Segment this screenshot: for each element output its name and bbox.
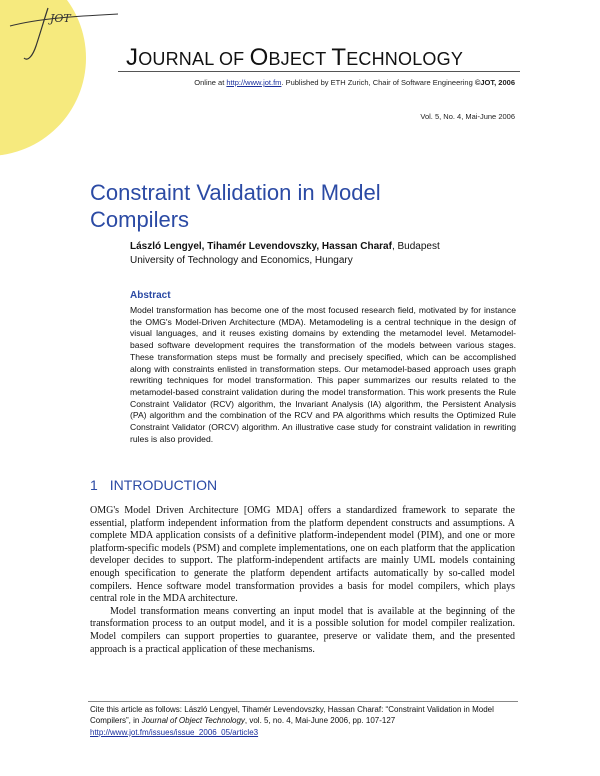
- header-rule: [118, 71, 520, 72]
- journal-title: JOURNAL OF OBJECT TECHNOLOGY: [126, 44, 464, 71]
- author-location: , Budapest: [391, 241, 440, 252]
- abstract-heading: Abstract: [130, 290, 171, 301]
- section-number: 1: [90, 477, 98, 493]
- jot-logo: [0, 0, 120, 80]
- citation-rule: [88, 701, 518, 702]
- author-affiliation: University of Technology and Economics, Hungary: [130, 255, 353, 266]
- author-names: László Lengyel, Tihamér Levendovszky, Hassan Charaf: [130, 241, 392, 252]
- authors-block: [130, 240, 510, 268]
- abstract-text: Model transformation has become one of the most focused research field, motivated by for instance the OMG's Model-Driven Architecture (MDA). Metamodeling is a central technique in the design of visual languages, and it reuses existing domains by extending the metamodel level. Metamodel-based software development requires the transformation of the models between various stages. These transformation steps must be formally and precisely specified, which can be accomplished along with constraints enlisted in transformation steps. Our metamodel-based approach uses graph rewriting techniques for model transformation. This paper summarizes our results related to the metamodel-based constraint validation during the model transformation. This work presents the Rule Constraint Validator (RCV) algorithm, the Invariant Analysis (IA) algorithm, the Persistent Analysis (PA) algorithm and the combination of the RCV and PA algorithms which results the Optimized Rule Constraint Validator (ORCV) algorithm. An illustrative case study for constraint validation in rewriting rules is also provided.: [130, 305, 516, 444]
- paragraph-1: OMG's Model Driven Architecture [OMG MDA] offers a standardized framework to separate the essential, platform independent information from the platform dependent constructs and assumptions. A complete MDA application consists of a definitive platform-independent model (PIM), and one or more platform-specific models (PSM) and complete implementations, one on each platform that the application developer decides to support. The platform-independent artifacts are mainly UML models containing enough specification to generate the platform dependent artifacts automatically by so-called model compilers. Hence software model transformation provides a basis for model compilers, which plays central role in the MDA architecture.: [90, 505, 515, 605]
- citation-url-link[interactable]: http://www.jot.fm/issues/issue_2006_05/article3: [90, 727, 259, 737]
- journal-publication-line: Online at http://www.jot.fm. Published by ETH Zurich, Chair of Software Engineering ©JOT, 2006: [194, 78, 515, 87]
- paper-title: Constraint Validation in Model Compilers: [90, 179, 381, 232]
- journal-url-link[interactable]: http://www.jot.fm: [226, 78, 282, 87]
- section-heading: [90, 477, 217, 493]
- journal-copyright: ©JOT, 2006: [474, 78, 515, 87]
- citation-footer: Cite this article as follows: László Lengyel, Tihamér Levendovszky, Hassan Charaf: “Constraint Validation in Model Compilers”, in Journal of Object Technology, vol. 5, no. 4, Mai-June 2006, pp. 107-127 http://www.jot.fm/issues/issue_2006_05/article3: [90, 705, 494, 737]
- paragraph-2: Model transformation means converting an input model that is available at the beginning of the transformation process to an output model, and it is a possible solution for model compiler realization. Model compilers can support properties to guarantee, preserve or validate them, and the presented approach is a practical application of these mechanisms.: [90, 605, 515, 655]
- section-title: INTRODUCTION: [109, 477, 218, 493]
- citation-journal-name: Journal of Object Technology: [141, 716, 245, 726]
- body-text: [90, 505, 515, 656]
- volume-info: Vol. 5, No. 4, Mai-June 2006: [420, 112, 515, 121]
- logo-text: JOT: [50, 12, 71, 25]
